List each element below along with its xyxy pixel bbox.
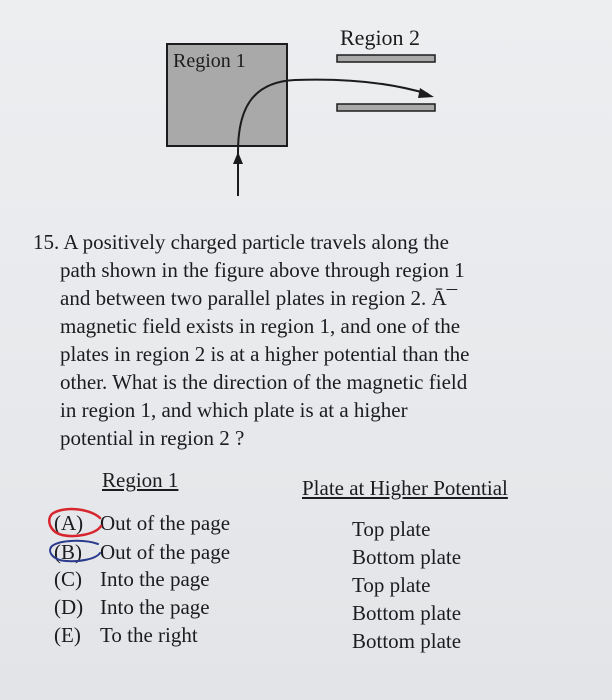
question-line-5: plates in region 2 is at a higher potential than the [60,342,470,366]
choice-a-letter[interactable]: (A) [54,511,84,535]
question-line-2: path shown in the figure above through region 1 [60,258,465,282]
question-line-1: 15. A positively charged particle travels along the [33,230,450,254]
choice-c-region: Into the page [100,567,210,591]
blue-circle-mark [50,541,100,561]
choice-c-plate: Top plate [352,573,431,597]
choice-e-region: To the right [100,623,198,647]
choice-d-region: Into the page [100,595,210,619]
region1-label: Region 1 [173,50,246,72]
question-line-8: potential in region 2 ? [60,426,245,450]
choice-b-region: Out of the page [100,540,231,564]
choice-c-letter[interactable]: (C) [54,567,82,591]
region2-label: Region 2 [340,25,421,50]
red-circle-mark [49,509,101,536]
choice-e-plate: Bottom plate [352,629,462,653]
header-region-1: Region 1 [102,468,179,492]
choice-b-letter[interactable]: (B) [54,540,82,564]
choice-b-plate: Bottom plate [352,545,462,569]
header-plate: Plate at Higher Potential [302,476,508,500]
question-line-7: in region 1, and which plate is at a higher [60,398,408,422]
question-line-6: other. What is the direction of the magnetic field [60,370,468,394]
question-line-3: and between two parallel plates in region 2. Ā¯ [60,286,458,310]
choice-a-region: Out of the page [100,511,231,535]
question-line-4: magnetic field exists in region 1, and one of the [60,314,461,338]
choice-d-letter[interactable]: (D) [54,595,84,619]
choice-d-plate: Bottom plate [352,601,462,625]
choice-a-plate: Top plate [352,517,431,541]
choice-e-letter[interactable]: (E) [54,623,81,647]
